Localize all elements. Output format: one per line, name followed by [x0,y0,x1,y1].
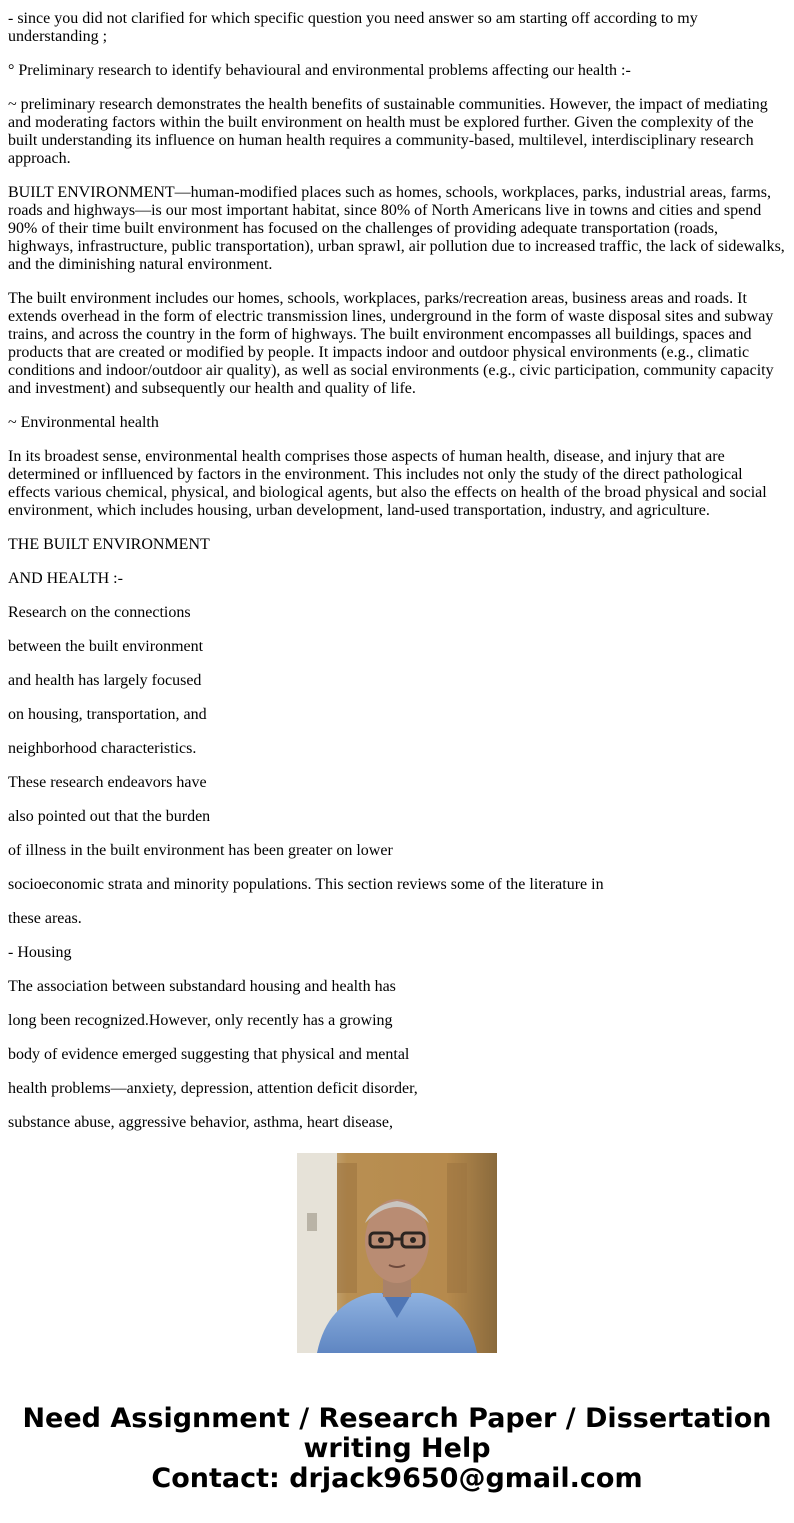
author-photo [297,1153,497,1353]
paragraph: ° Preliminary research to identify behavioural and environmental problems affecting our health :- [8,62,631,79]
paragraph-line: long been recognized.However, only recently has a growing [8,1012,393,1029]
paragraph-line: These research endeavors have [8,774,207,791]
paragraph-line: also pointed out that the burden [8,808,211,825]
paragraph-line: body of evidence emerged suggesting that physical and mental [8,1046,410,1063]
avatar [297,1153,497,1353]
promo-footer [0,1122,794,1523]
cta-line: Need Assignment / Research Paper / Dissertation [22,1403,772,1434]
paragraph-line: of illness in the built environment has been greater on lower [8,842,393,859]
paragraph-line: between the built environment [8,638,204,655]
paragraph-line: neighborhood characteristics. [8,740,197,757]
paragraph-line: on housing, transportation, and [8,706,207,723]
article-body [8,0,786,1131]
paragraph: In its broadest sense, environmental health comprises those aspects of human health, disease, and injury that are determined or inflluenced by factors in the environment. This includes not only the study of the direct pathological effects various chemical, physical, and biological agents, but also the effects on health of the broad physical and social environment, which includes housing, urban development, land-used transportation, industry, and agriculture. [8,448,767,519]
paragraph-line: substance abuse, aggressive behavior, asthma, heart disease, [8,1114,393,1131]
contact-email: Contact: drjack9650@gmail.com [151,1463,643,1494]
paragraph-line: these areas. [8,910,82,927]
paragraph: The built environment includes our homes, schools, workplaces, parks/recreation areas, business areas and roads. It extends overhead in the form of electric transmission lines, underground in the form of waste disposal sites and subway trains, and across the country in the form of highways. The built environment encompasses all buildings, spaces and products that are created or modified by people. It impacts indoor and outdoor physical environments (e.g., climatic conditions and indoor/outdoor air quality), as well as social environments (e.g., civic participation, community capacity and investment) and subsequently our health and quality of life. [8,290,774,397]
section-heading: ~ Environmental health [8,414,159,431]
paragraph: - since you did not clarified for which specific question you need answer so am starting off according to my understanding ; [8,10,698,45]
paragraph-line: health problems—anxiety, depression, attention deficit disorder, [8,1080,418,1097]
section-heading: AND HEALTH :- [8,570,123,587]
section-heading: - Housing [8,944,72,961]
paragraph-line: The association between substandard housing and health has [8,978,396,995]
paragraph-line: socioeconomic strata and minority populations. This section reviews some of the literature in [8,876,604,893]
paragraph: BUILT ENVIRONMENT—human-modified places such as homes, schools, workplaces, parks, industrial areas, farms, roads and highways—is our most important habitat, since 80% of North Americans live in towns and cities and spend 90% of their time built environment has focused on the challenges of providing adequate transportation (roads, highways, infrastructure, public transportation), urban sprawl, air pollution due to increased traffic, the lack of sidewalks, and the diminishing natural environment. [8,184,785,273]
cta-line: writing Help [303,1433,491,1464]
paragraph: ~ preliminary research demonstrates the health benefits of sustainable communities. However, the impact of mediating and moderating factors within the built environment on health must be explored further. Given the complexity of the built understanding its influence on human health requires a community-based, multilevel, interdisciplinary research approach. [8,96,768,167]
section-heading: THE BUILT ENVIRONMENT [8,536,210,553]
contact-banner [0,1404,794,1494]
paragraph-line: and health has largely focused [8,672,202,689]
paragraph-line: Research on the connections [8,604,191,621]
